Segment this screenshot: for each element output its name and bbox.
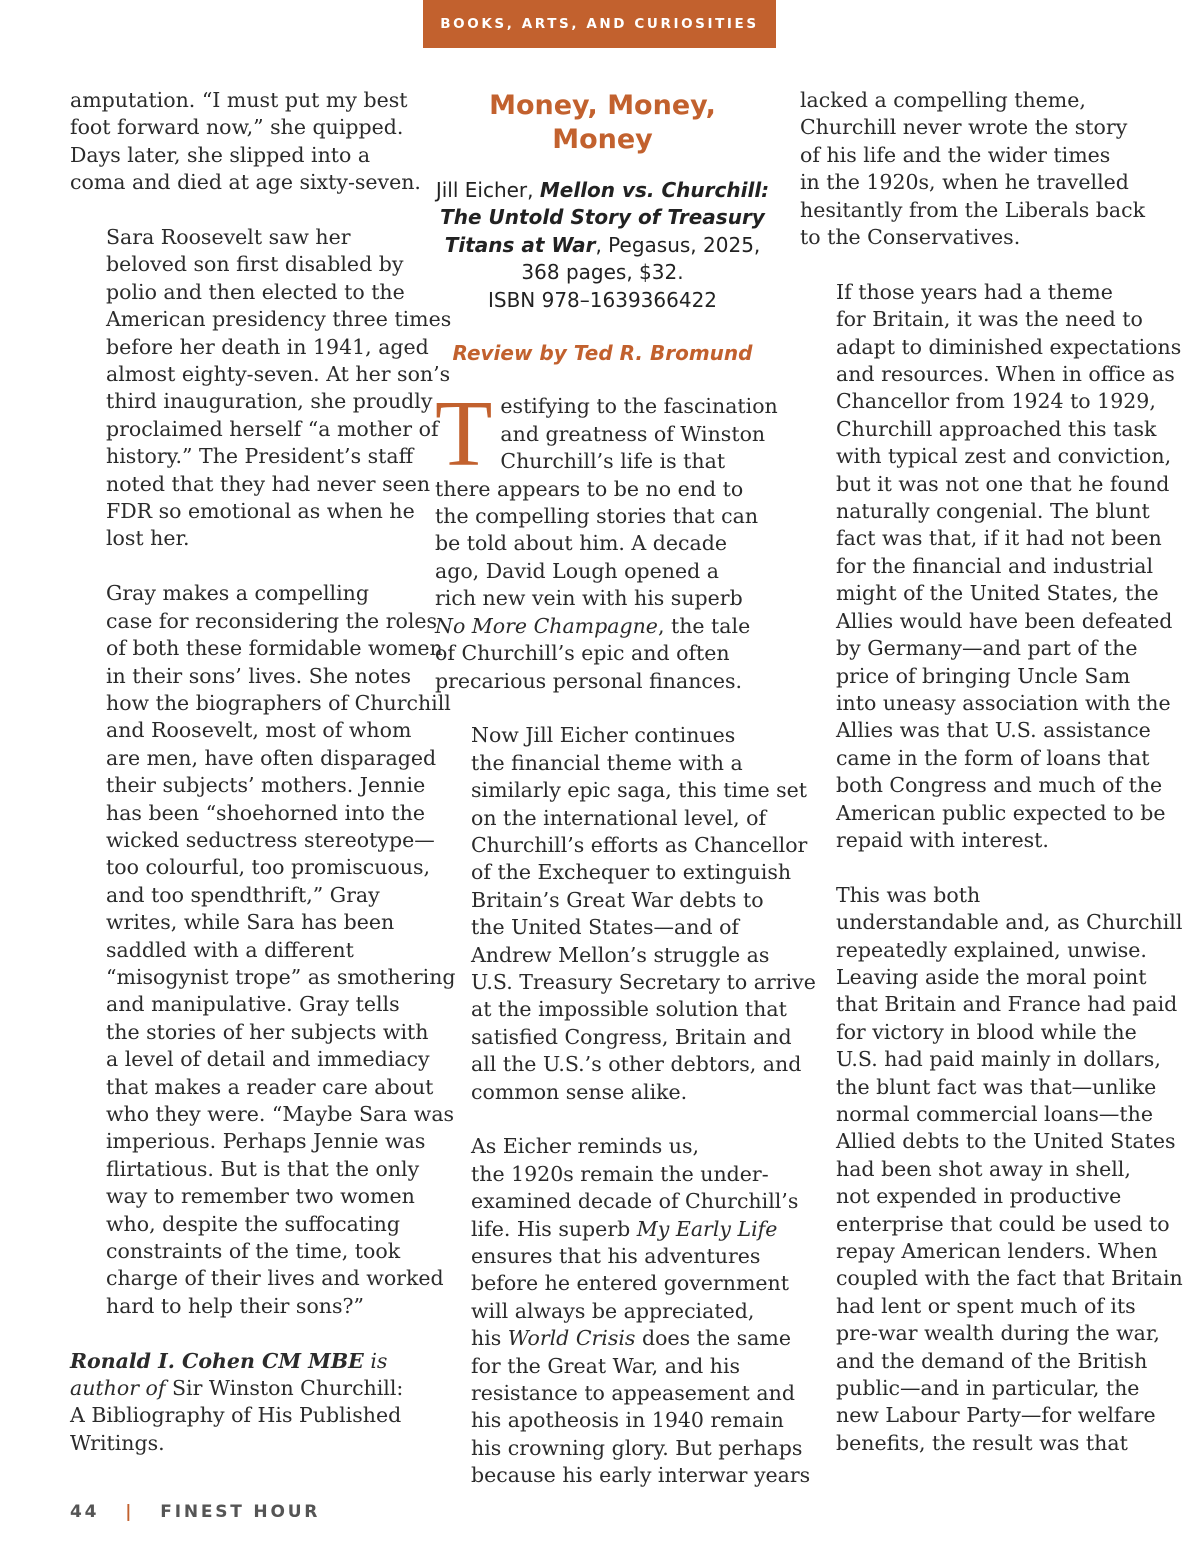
text-line: because his early interwar years bbox=[471, 1463, 811, 1488]
text-line: of both these formidable women bbox=[106, 636, 443, 661]
text-line: their subjects’ mothers. Jennie bbox=[106, 773, 426, 798]
text-line: foot forward now,” she quipped. bbox=[70, 115, 404, 140]
text-line: who they were. “Maybe Sara was bbox=[106, 1102, 455, 1126]
lead-tail bbox=[435, 640, 770, 695]
text-line: and manipulative. Gray tells bbox=[106, 992, 400, 1017]
text-line: not expended in productive bbox=[836, 1184, 1122, 1209]
text-line: American presidency three times bbox=[106, 307, 452, 332]
text-line: to the Conservatives. bbox=[800, 225, 1021, 250]
text-line: Churchill approached this task bbox=[836, 416, 1157, 441]
publication-name: FINEST HOUR bbox=[160, 1502, 321, 1522]
review-byline: Review by Ted R. Bromund bbox=[452, 341, 753, 366]
paragraph bbox=[70, 580, 456, 1320]
book-pages-price: 368 pages, $32. bbox=[521, 260, 684, 285]
text-line: the financial theme with a bbox=[471, 750, 743, 775]
text-line: in the 1920s, when he travelled bbox=[800, 170, 1129, 195]
paragraph bbox=[435, 1133, 811, 1489]
text-line: FDR so emotional as when he bbox=[106, 499, 415, 524]
text-line: resistance to appeasement and bbox=[471, 1381, 795, 1406]
text-line: of the Exchequer to extinguish bbox=[471, 860, 792, 885]
text-line: noted that they had never seen bbox=[106, 471, 431, 496]
text-line: his apotheosis in 1940 remain bbox=[471, 1408, 784, 1433]
p3-tail bbox=[435, 1353, 811, 1490]
text-line: will always be appreciated, bbox=[471, 1298, 755, 1323]
text-line: polio and then elected to the bbox=[106, 279, 405, 304]
text-line: hard to help their sons?” bbox=[106, 1293, 364, 1318]
p3-head bbox=[435, 1133, 799, 1215]
text-line: for Britain, it was the need to bbox=[836, 307, 1143, 332]
text-line: flirtatious. But is that the only bbox=[106, 1156, 420, 1181]
text-line: way to remember two women bbox=[106, 1184, 415, 1209]
text-line: at the impossible solution that bbox=[471, 997, 787, 1022]
text-line: of his life and the wider times bbox=[800, 142, 1111, 167]
text-line: Allies would have been defeated bbox=[836, 608, 1173, 633]
drop-cap: T bbox=[435, 382, 493, 487]
text-line: lost her. bbox=[106, 526, 190, 551]
text-line: had lent or spent much of its bbox=[836, 1293, 1136, 1318]
text-line: who, despite the suffocating bbox=[106, 1211, 401, 1236]
text-line: of Churchill’s epic and often bbox=[435, 641, 730, 666]
text-line: normal commercial loans—the bbox=[836, 1102, 1153, 1126]
text-line: enterprise that could be used to bbox=[836, 1211, 1170, 1236]
text-line: by Germany—and part of the bbox=[836, 636, 1138, 661]
text-line: Now Jill Eicher continues bbox=[471, 723, 736, 748]
text-line: Churchill’s efforts as Chancellor bbox=[471, 832, 808, 857]
text-line: that makes a reader care about bbox=[106, 1074, 434, 1099]
text-line: third inauguration, she proudly bbox=[106, 389, 433, 414]
text-line: constraints of the time, took bbox=[106, 1239, 401, 1264]
column-1 bbox=[70, 87, 456, 1457]
text-line: adapt to diminished expectations bbox=[836, 334, 1182, 359]
text-line: for the financial and industrial bbox=[836, 553, 1154, 578]
text-line: before he entered government bbox=[471, 1271, 789, 1296]
book-info bbox=[435, 177, 770, 314]
text-line: common sense alike. bbox=[471, 1079, 688, 1104]
book-author: Jill Eicher, bbox=[435, 178, 540, 202]
column-3 bbox=[800, 87, 1183, 1457]
text-line: public—and in particular, the bbox=[836, 1376, 1140, 1401]
text-line: that Britain and France had paid bbox=[836, 992, 1178, 1017]
book-title: Titans at War bbox=[444, 232, 596, 257]
page-footer bbox=[70, 1502, 320, 1522]
text-line: the blunt fact was that—unlike bbox=[836, 1074, 1157, 1099]
text-line: there appears to be no end to bbox=[435, 476, 744, 501]
bio-book-title: Writings. bbox=[70, 1430, 165, 1455]
text-line: Days later, she slipped into a bbox=[70, 142, 371, 167]
text-line: both Congress and much of the bbox=[836, 773, 1163, 798]
text-line: be told about him. A decade bbox=[435, 531, 727, 556]
text-line: the 1920s remain the under- bbox=[471, 1161, 769, 1186]
text-line: beloved son first disabled by bbox=[106, 252, 404, 277]
text-line: fact was that, if it had not been bbox=[836, 526, 1162, 551]
text-line: lacked a compelling theme, bbox=[800, 88, 1086, 112]
text-line: “misogynist trope” as smothering bbox=[106, 964, 456, 989]
text-line: case for reconsidering the roles bbox=[106, 608, 438, 633]
text-line: his crowning glory. But perhaps bbox=[471, 1435, 803, 1460]
bio-text: author of bbox=[70, 1376, 166, 1401]
text-line: before her death in 1941, aged bbox=[106, 334, 429, 359]
text-line: and Roosevelt, most of whom bbox=[106, 718, 412, 743]
book-title-italic: No More Champagne bbox=[435, 613, 658, 638]
section-tab: BOOKS, ARTS, AND CURIOSITIES bbox=[423, 0, 776, 48]
text-line: Chancellor from 1924 to 1929, bbox=[836, 389, 1156, 414]
text-line: with typical zest and conviction, bbox=[836, 444, 1172, 469]
text-line: and the demand of the British bbox=[836, 1348, 1148, 1373]
text-line: benefits, the result was that bbox=[836, 1430, 1128, 1455]
text-line: Allies was that U.S. assistance bbox=[836, 718, 1151, 743]
text-line: into uneasy association with the bbox=[836, 690, 1171, 715]
text-line: coma and died at age sixty-seven. bbox=[70, 170, 421, 195]
paragraph bbox=[800, 87, 1146, 251]
text-line: the compelling stories that can bbox=[435, 504, 759, 529]
text-line: history.” The President’s staff bbox=[106, 444, 414, 469]
text-line: came in the form of loans that bbox=[836, 745, 1150, 770]
text-line: saddled with a different bbox=[106, 937, 354, 962]
text-line: Gray makes a compelling bbox=[106, 581, 369, 606]
text-line: understandable and, as Churchill bbox=[836, 910, 1183, 935]
text-line: examined decade of Churchill’s bbox=[471, 1189, 799, 1214]
text-line: precarious personal finances. bbox=[435, 668, 743, 693]
text-line: ensures that his adventures bbox=[471, 1244, 761, 1268]
text-line: similarly epic saga, this time set bbox=[471, 778, 808, 803]
paragraph bbox=[435, 722, 816, 1106]
text-line: how the biographers of Churchill bbox=[106, 690, 451, 715]
text-line: coupled with the fact that Britain bbox=[836, 1266, 1183, 1291]
text-line: and resources. When in office as bbox=[836, 362, 1175, 387]
text-line: repeatedly explained, unwise. bbox=[836, 937, 1147, 962]
text-line: As Eicher reminds us, bbox=[471, 1134, 700, 1159]
text-line: proclaimed herself “a mother of bbox=[106, 416, 439, 441]
text-line: but it was not one that he found bbox=[836, 471, 1170, 496]
p3-text: life. His superb bbox=[471, 1216, 637, 1241]
lead-paragraph bbox=[435, 382, 778, 694]
text-line: too colourful, too promiscuous, bbox=[106, 855, 431, 880]
text-line: naturally congenial. The blunt bbox=[836, 499, 1150, 524]
text-line: and greatness of Winston bbox=[500, 421, 766, 446]
text-line: wicked seductress stereotype— bbox=[106, 827, 435, 852]
text-line: repaid with interest. bbox=[836, 827, 1049, 852]
text-line: in their sons’ lives. She notes bbox=[106, 663, 412, 688]
author-bio bbox=[70, 1348, 415, 1458]
text-line: has been “shoehorned into the bbox=[106, 800, 425, 825]
text-line: estifying to the fascination bbox=[500, 394, 778, 419]
p3-text: his bbox=[471, 1326, 508, 1351]
column-2 bbox=[435, 87, 816, 1490]
text-line: for victory in blood while the bbox=[836, 1019, 1137, 1044]
text-line: all the U.S.’s other debtors, and bbox=[471, 1052, 802, 1077]
text-line: satisfied Congress, Britain and bbox=[471, 1024, 792, 1049]
book-title-italic: My Early Life bbox=[636, 1216, 778, 1241]
text-line: If those years had a theme bbox=[836, 279, 1113, 304]
text-line: Leaving aside the moral point bbox=[836, 964, 1147, 989]
text-line: writes, while Sara has been bbox=[106, 910, 395, 935]
text-line: imperious. Perhaps Jennie was bbox=[106, 1129, 426, 1154]
text-line: U.S. had paid mainly in dollars, bbox=[836, 1047, 1161, 1072]
text-line: a level of detail and immediacy bbox=[106, 1047, 430, 1072]
text-line: Churchill never wrote the story bbox=[800, 115, 1128, 140]
text-line: had been shot away in shell, bbox=[836, 1156, 1131, 1181]
text-line: almost eighty-seven. At her son’s bbox=[106, 362, 451, 387]
lead-text: , the tale bbox=[657, 613, 751, 638]
text-line: price of bringing Uncle Sam bbox=[836, 663, 1131, 688]
text-line: new Labour Party—for welfare bbox=[836, 1403, 1156, 1428]
text-line: the United States—and of bbox=[471, 915, 740, 940]
text-line: Allied debts to the United States bbox=[836, 1129, 1176, 1154]
book-isbn: ISBN 978–1639366422 bbox=[487, 287, 718, 312]
p3-mid bbox=[435, 1243, 789, 1325]
text-line: hesitantly from the Liberals back bbox=[800, 197, 1146, 222]
book-title-italic: World Crisis bbox=[507, 1326, 636, 1351]
paragraph bbox=[70, 87, 421, 197]
paragraph bbox=[800, 279, 1182, 855]
paragraph bbox=[800, 882, 1183, 1458]
text-line: Andrew Mellon’s struggle as bbox=[471, 942, 770, 967]
text-line: Britain’s Great War debts to bbox=[471, 887, 764, 912]
page-number: 44 bbox=[70, 1502, 100, 1522]
text-line: American public expected to be bbox=[836, 800, 1166, 825]
text-line: repay American lenders. When bbox=[836, 1239, 1158, 1264]
text-line: might of the United States, the bbox=[836, 581, 1159, 606]
text-line: Sara Roosevelt saw her bbox=[106, 225, 351, 250]
text-line: charge of their lives and worked bbox=[106, 1266, 444, 1291]
bio-text: is bbox=[363, 1348, 388, 1373]
text-line: rich new vein with his superb bbox=[435, 586, 743, 611]
text-line: and too spendthrift,” Gray bbox=[106, 882, 380, 907]
book-title: The Untold Story of Treasury bbox=[440, 205, 765, 230]
p3-text: does the same bbox=[635, 1326, 792, 1351]
review-title: Money, Money, Money bbox=[489, 90, 716, 155]
text-line: on the international level, of bbox=[471, 805, 767, 830]
text-line: pre-war wealth during the war, bbox=[836, 1321, 1160, 1346]
book-publisher: , Pegasus, 2025, bbox=[595, 232, 761, 257]
text-line: This was both bbox=[836, 882, 981, 907]
bio-name: Ronald I. Cohen CM MBE bbox=[70, 1348, 364, 1373]
paragraph bbox=[70, 224, 452, 553]
book-title: Mellon vs. Churchill: bbox=[539, 178, 770, 202]
bio-book-title: A Bibliography of His Published bbox=[70, 1403, 402, 1428]
text-line: Churchill’s life is that bbox=[500, 449, 726, 474]
text-line: amputation. “I must put my best bbox=[70, 88, 408, 112]
text-line: are men, have often disparaged bbox=[106, 745, 437, 770]
text-line: the stories of her subjects with bbox=[106, 1019, 429, 1044]
bio-book-title: Sir Winston Churchill: bbox=[165, 1376, 404, 1401]
text-line: for the Great War, and his bbox=[471, 1353, 741, 1378]
text-line: U.S. Treasury Secretary to arrive bbox=[471, 969, 816, 994]
footer-separator: | bbox=[125, 1502, 135, 1522]
text-line: ago, David Lough opened a bbox=[435, 558, 719, 583]
